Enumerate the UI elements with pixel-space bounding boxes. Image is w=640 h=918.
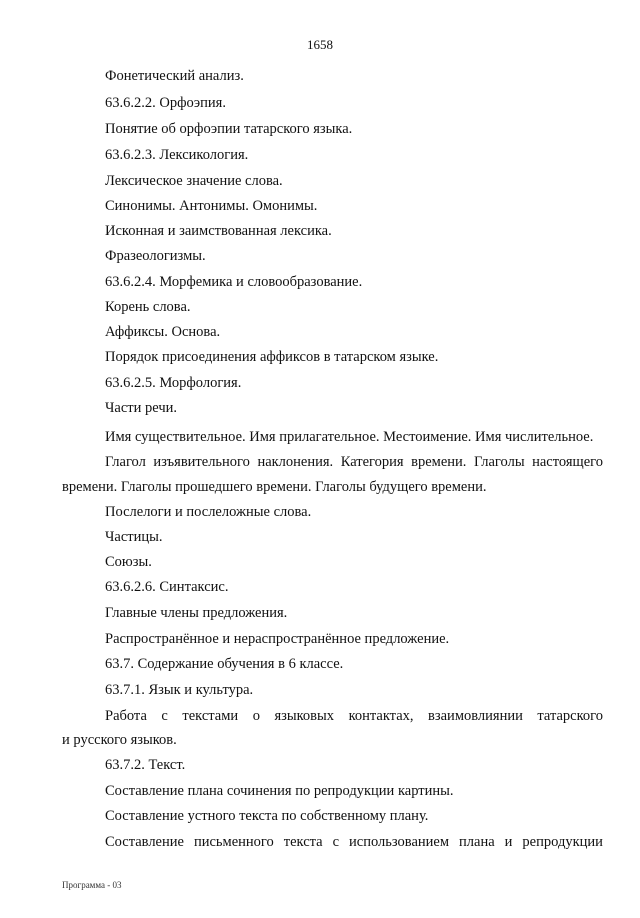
justified-word: взаимовлиянии	[428, 708, 523, 724]
text-line: 63.6.2.2. Орфоэпия.	[105, 95, 226, 111]
justified-word: времени.	[411, 454, 467, 470]
justified-word: плана	[459, 834, 495, 850]
justified-word: о	[252, 708, 260, 724]
justified-line	[105, 707, 603, 725]
text-line: Послелоги и послеложные слова.	[105, 504, 312, 520]
text-line: 63.7.2. Текст.	[105, 757, 186, 773]
justified-word: с	[332, 834, 340, 850]
text-line: 63.7. Содержание обучения в 6 классе.	[105, 656, 344, 672]
text-line: Фонетический анализ.	[105, 68, 244, 84]
justified-word: языковых	[274, 708, 335, 724]
text-line: 63.6.2.6. Синтаксис.	[105, 579, 229, 595]
text-line: 63.6.2.4. Морфемика и словообразование.	[105, 274, 363, 290]
text-line: Понятие об орфоэпии татарского языка.	[105, 121, 353, 137]
justified-word: настоящего	[532, 454, 603, 470]
justified-line	[105, 833, 603, 851]
page-number: 1658	[307, 37, 333, 52]
text-line: Лексическое значение слова.	[105, 173, 283, 189]
justified-line-content: Составление	[105, 834, 184, 850]
text-line: Корень слова.	[105, 299, 191, 315]
text-line: 63.6.2.5. Морфология.	[105, 375, 242, 391]
text-line: Главные члены предложения.	[105, 605, 288, 621]
justified-word: Глаголы	[473, 454, 525, 470]
justified-word: наклонения.	[257, 454, 334, 470]
justified-word: письменного	[193, 834, 274, 850]
text-line: Составление плана сочинения по репродукции картины.	[105, 783, 454, 799]
justified-word: текста	[283, 834, 323, 850]
justified-word: татарского	[537, 708, 603, 724]
text-line: Фразеологизмы.	[105, 248, 206, 264]
justified-word: текстами	[182, 708, 239, 724]
text-line: Части речи.	[105, 400, 178, 416]
text-line: 63.6.2.3. Лексикология.	[105, 147, 249, 163]
text-line: Распространённое и нераспространённое предложение.	[105, 631, 450, 647]
justified-word: изъявительного	[153, 454, 250, 470]
justified-word: с	[161, 708, 168, 724]
text-line: Исконная и заимствованная лексика.	[105, 223, 332, 239]
text-line: Порядок присоединения аффиксов в татарском языке.	[105, 349, 439, 365]
text-line: времени. Глаголы прошедшего времени. Глаголы будущего времени.	[62, 479, 487, 495]
justified-word: использованием	[349, 834, 450, 850]
justified-word: репродукции	[522, 834, 603, 850]
justified-line	[105, 453, 603, 471]
text-line: Синонимы. Антонимы. Омонимы.	[105, 198, 318, 214]
justified-line-content: Работа	[105, 708, 147, 724]
text-line: Частицы.	[105, 529, 163, 545]
justified-word: контактах,	[348, 708, 414, 724]
justified-line-content: Глагол	[105, 454, 146, 470]
text-line: и русского языков.	[62, 732, 177, 748]
text-line: Имя существительное. Имя прилагательное. Местоимение. Имя числительное.	[105, 429, 594, 445]
text-line: 63.7.1. Язык и культура.	[105, 682, 254, 698]
justified-word: и	[504, 834, 513, 850]
footer-label: Программа - 03	[62, 880, 122, 890]
text-line: Аффиксы. Основа.	[105, 324, 221, 340]
text-line: Союзы.	[105, 554, 152, 570]
text-line: Составление устного текста по собственному плану.	[105, 808, 429, 824]
justified-word: Категория	[340, 454, 404, 470]
